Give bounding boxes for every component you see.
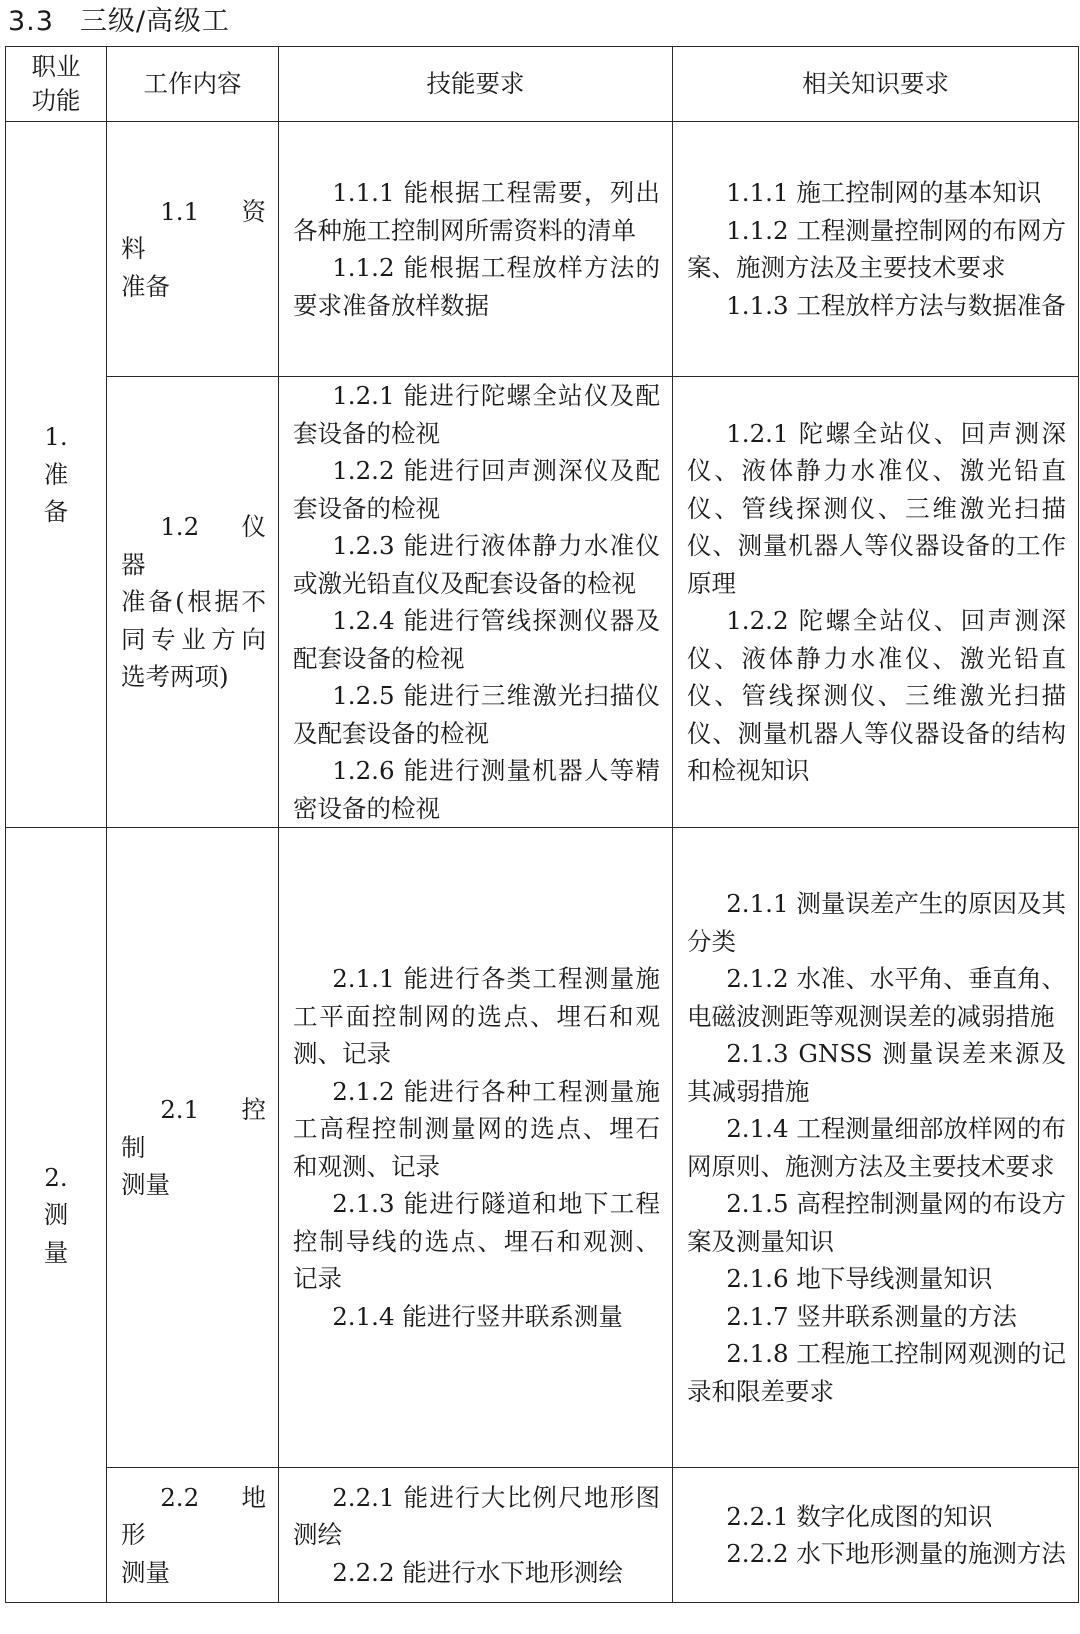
work-content-rest: 测量 xyxy=(121,1557,170,1587)
knowledge-item: 2.2.2 水下地形测量的施测方法 xyxy=(726,1539,1066,1568)
skill-item: 1.2.3 能进行液体静力水准仪或激光铅直仪及配套设备的检视 xyxy=(293,531,660,598)
skill-item: 1.2.2 能进行回声测深仪及配套设备的检视 xyxy=(293,456,660,523)
knowledge-item: 2.1.8 工程施工控制网观测的记录和限差要求 xyxy=(687,1339,1066,1406)
header-knowledge-requirements: 相关知识要求 xyxy=(673,47,1079,122)
skills-cell xyxy=(279,1468,673,1603)
knowledge-item: 2.1.5 高程控制测量网的布设方案及测量知识 xyxy=(687,1189,1066,1256)
function-char: 量 xyxy=(43,1237,69,1267)
occupation-standard-table xyxy=(5,46,1079,1603)
knowledge-cell xyxy=(673,1468,1079,1603)
table-row xyxy=(6,828,1079,1468)
header-work-content: 工作内容 xyxy=(107,47,279,122)
function-cell-preparation xyxy=(6,122,107,828)
skill-item: 2.2.1 能进行大比例尺地形图测绘 xyxy=(293,1482,660,1550)
work-content-cell xyxy=(107,828,279,1468)
function-char: 测 xyxy=(43,1200,69,1230)
section-title xyxy=(8,2,230,42)
function-char: 准 xyxy=(43,459,69,489)
knowledge-item: 1.2.2 陀螺全站仪、回声测深仪、液体静力水准仪、激光铅直仪、管线探测仪、三维激光扫描仪、测量机器人等仪器设备的结构和检视知识 xyxy=(687,606,1066,785)
function-cell-survey xyxy=(6,828,107,1603)
knowledge-item: 1.1.1 施工控制网的基本知识 xyxy=(726,178,1042,207)
work-content-title: 1.2 仪 器 xyxy=(121,512,266,579)
work-content-cell xyxy=(107,122,279,377)
function-char: 备 xyxy=(43,497,69,527)
skill-item: 2.1.1 能进行各类工程测量施工平面控制网的选点、埋石和观测、记录 xyxy=(293,964,660,1068)
knowledge-item: 1.1.2 工程测量控制网的布网方案、施测方法及主要技术要求 xyxy=(687,215,1066,282)
table-header-row xyxy=(6,47,1079,122)
knowledge-item: 1.2.1 陀螺全站仪、回声测深仪、液体静力水准仪、激光铅直仪、管线探测仪、三维激光扫描仪、测量机器人等仪器设备的工作原理 xyxy=(687,418,1066,598)
work-content-rest: 测量 xyxy=(121,1170,170,1200)
knowledge-item: 2.2.1 数字化成图的知识 xyxy=(726,1501,993,1531)
table-row xyxy=(6,377,1079,828)
header-func-line1: 职业 xyxy=(31,52,81,81)
work-content-rest: 准备 xyxy=(121,271,170,301)
skills-cell xyxy=(279,377,673,828)
skill-item: 1.2.5 能进行三维激光扫描仪及配套设备的检视 xyxy=(293,681,660,748)
knowledge-item: 2.1.4 工程测量细部放样网的布网原则、施测方法及主要技术要求 xyxy=(687,1114,1066,1181)
knowledge-item: 2.1.7 竖井联系测量的方法 xyxy=(726,1301,1017,1331)
table-row xyxy=(6,1468,1079,1603)
function-number: 2. xyxy=(44,1162,68,1192)
header-func-line2: 功能 xyxy=(31,86,81,115)
skill-item: 2.2.2 能进行水下地形测绘 xyxy=(332,1557,623,1587)
function-number: 1. xyxy=(44,422,68,452)
knowledge-item: 2.1.1 测量误差产生的原因及其分类 xyxy=(687,889,1066,956)
skill-item: 2.1.2 能进行各种工程测量施工高程控制测量网的选点、埋石和观测、记录 xyxy=(293,1076,660,1181)
header-occupational-function xyxy=(6,47,107,122)
skill-item: 1.1.1 能根据工程需要，列出各种施工控制网所需资料的清单 xyxy=(293,178,660,245)
knowledge-item: 2.1.3 GNSS 测量误差来源及其减弱措施 xyxy=(687,1039,1066,1106)
section-title-text: 三级/高级工 xyxy=(79,6,231,37)
work-content-cell xyxy=(107,377,279,828)
work-content-title: 1.1 资 料 xyxy=(121,196,266,264)
work-content-title: 2.1 控 制 xyxy=(121,1095,266,1162)
knowledge-cell xyxy=(673,122,1079,377)
knowledge-item: 1.1.3 工程放样方法与数据准备 xyxy=(726,290,1066,320)
work-content-rest: 准备(根据不同专业方向选考两项) xyxy=(121,587,266,692)
table-row xyxy=(6,122,1079,377)
section-number: 3.3 xyxy=(8,6,54,37)
skill-item: 1.2.6 能进行测量机器人等精密设备的检视 xyxy=(293,756,660,823)
knowledge-cell xyxy=(673,377,1079,828)
skill-item: 2.1.3 能进行隧道和地下工程控制导线的选点、埋石和观测、记录 xyxy=(293,1189,660,1293)
skills-cell xyxy=(279,122,673,377)
skill-item: 2.1.4 能进行竖井联系测量 xyxy=(332,1301,623,1331)
header-skill-requirements: 技能要求 xyxy=(279,47,673,122)
knowledge-item: 2.1.2 水准、水平角、垂直角、电磁波测距等观测误差的减弱措施 xyxy=(687,964,1066,1031)
work-content-cell xyxy=(107,1468,279,1603)
skills-cell xyxy=(279,828,673,1468)
knowledge-cell xyxy=(673,828,1079,1468)
skill-item: 1.2.4 能进行管线探测仪器及配套设备的检视 xyxy=(293,606,660,673)
knowledge-item: 2.1.6 地下导线测量知识 xyxy=(726,1264,993,1293)
skill-item: 1.2.1 能进行陀螺全站仪及配套设备的检视 xyxy=(293,381,660,448)
skill-item: 1.1.2 能根据工程放样方法的要求准备放样数据 xyxy=(293,253,660,320)
work-content-title: 2.2 地 形 xyxy=(121,1482,266,1550)
